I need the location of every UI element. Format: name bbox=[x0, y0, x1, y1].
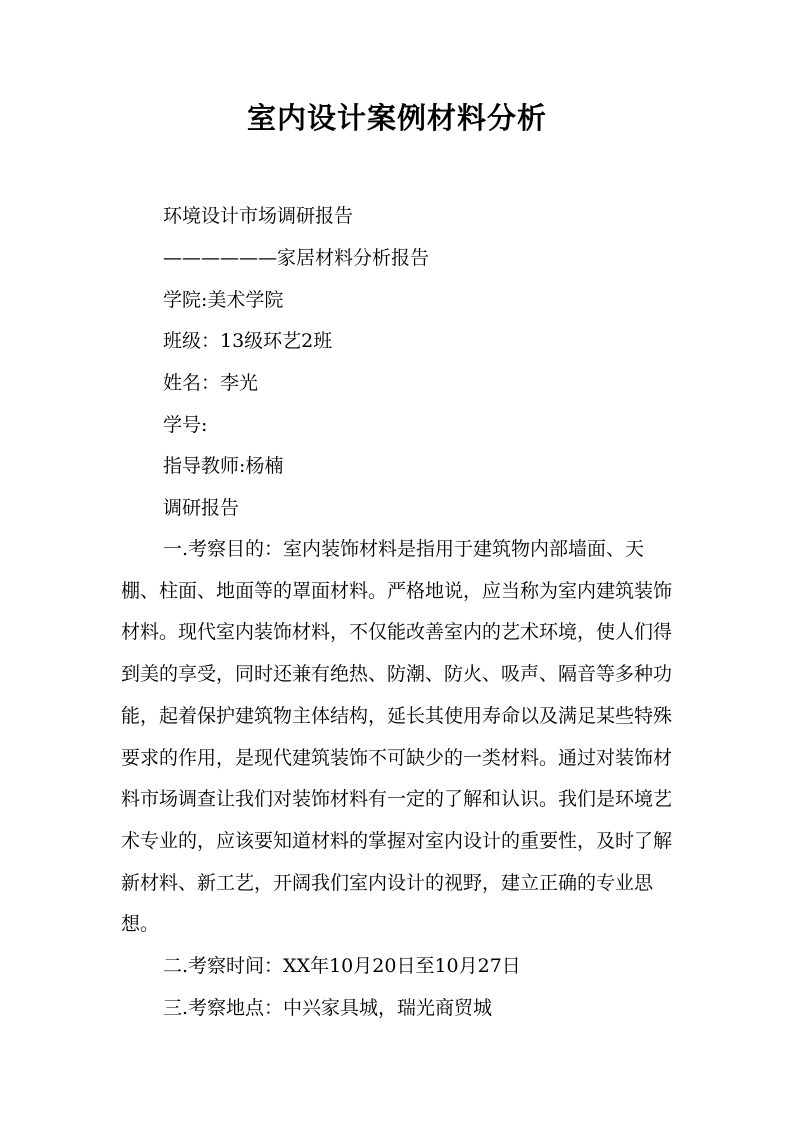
document-title: 室内设计案例材料分析 bbox=[246, 101, 547, 135]
report-heading-line: 调研报告 bbox=[163, 497, 240, 519]
advisor-line: 指导教师:杨楠 bbox=[163, 455, 284, 477]
student-name-line: 姓名：李光 bbox=[163, 372, 259, 394]
section-time-line: 二.考察时间：XX年10月20日至10月27日 bbox=[163, 955, 521, 977]
section-purpose-paragraph: 一.考察目的：室内装饰材料是指用于建筑物内部墙面、天棚、柱面、地面等的罩面材料。严格地说，应当称为室内建筑装饰材料。现代室内装饰材料，不仅能改善室内的艺术环境，使人们得到美的享受，同时还兼有绝热、防潮、防火、吸声、隔音等多种功能，起着保护建筑物主体结构，延长其使用寿命以及满足某些特殊要求的作用，是现代建筑装饰不可缺少的一类材料。通过对装饰材料市场调查让我们对装饰材料有一定的了解和认识。我们是环境艺术专业的，应该要知道材料的掌握对室内设计的重要性，及时了解新材料、新工艺，开阔我们室内设计的视野，建立正确的专业思想。 bbox=[121, 538, 673, 936]
report-subtitle-line: ——————家居材料分析报告 bbox=[163, 247, 430, 269]
student-id-line: 学号: bbox=[163, 414, 208, 436]
report-type-line: 环境设计市场调研报告 bbox=[163, 205, 354, 227]
section-location-line: 三.考察地点：中兴家具城，瑞光商贸城 bbox=[163, 997, 493, 1019]
class-line: 班级：13级环艺2班 bbox=[163, 330, 333, 352]
college-line: 学院:美术学院 bbox=[163, 289, 284, 311]
